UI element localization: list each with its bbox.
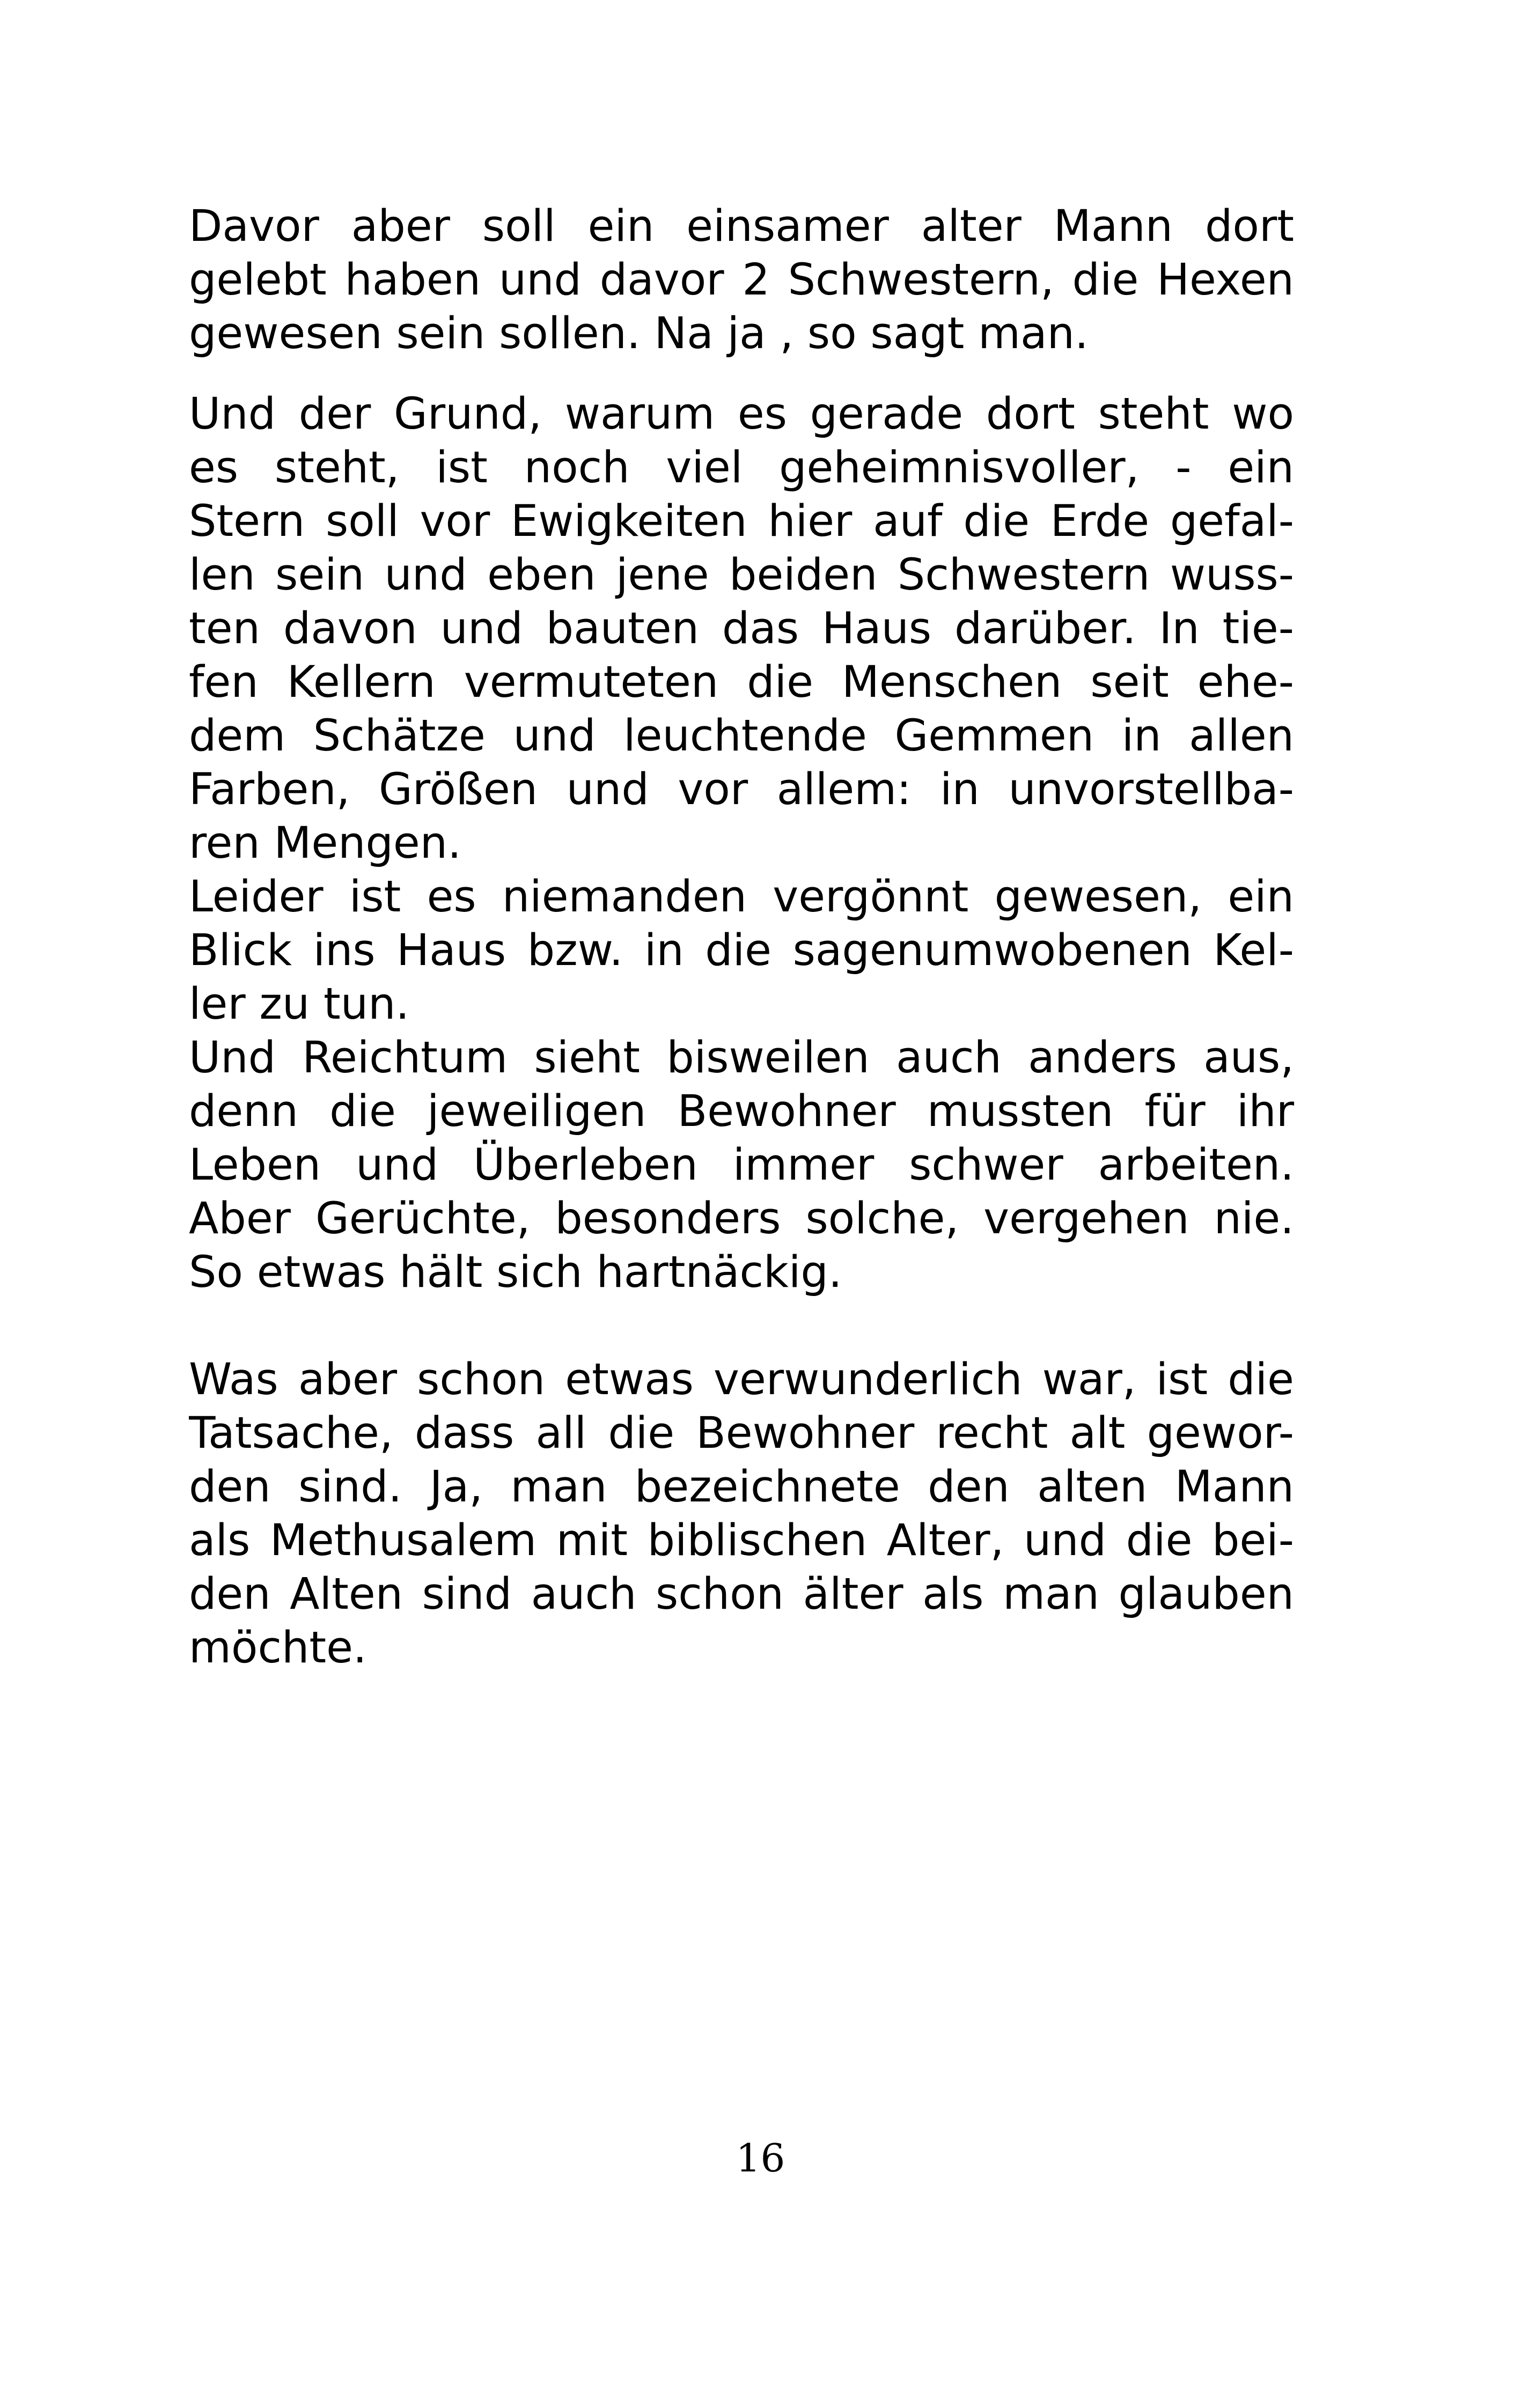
text-line: es steht, ist noch viel geheimnisvoller, - ein: [189, 443, 1294, 493]
text-line: ler zu tun.: [189, 979, 410, 1029]
text-line: fen Kellern vermuteten die Menschen seit ehe-: [189, 657, 1294, 708]
paragraph-3: [189, 870, 1294, 1031]
text-line: den Alten sind auch schon älter als man glauben: [189, 1569, 1294, 1619]
paragraph-4: [189, 1031, 1294, 1299]
text-line: len sein und eben jene beiden Schwestern wuss-: [189, 550, 1294, 600]
paragraph-spacer: [189, 360, 1294, 387]
text-line: Blick ins Haus bzw. in die sagenumwobenen Kel-: [189, 925, 1294, 976]
text-line: möchte.: [189, 1623, 367, 1673]
text-line: gewesen sein sollen. Na ja , so sagt man.: [189, 308, 1089, 359]
text-line: Und der Grund, warum es gerade dort steht wo: [189, 389, 1294, 439]
page-number: 16: [736, 2135, 785, 2181]
paragraph-1: [189, 200, 1294, 360]
text-line: ten davon und bauten das Haus darüber. In tie-: [189, 603, 1294, 654]
text-line: den sind. Ja, man bezeichnete den alten Mann: [189, 1462, 1294, 1512]
text-line: Davor aber soll ein einsamer alter Mann dort: [189, 201, 1294, 252]
paragraph-spacer: [189, 1299, 1294, 1353]
text-line: Aber Gerüchte, besonders solche, vergehen nie.: [189, 1194, 1294, 1244]
text-line: So etwas hält sich hartnäckig.: [189, 1247, 842, 1298]
text-line: als Methusalem mit biblischen Alter, und die bei-: [189, 1515, 1294, 1566]
text-line: dem Schätze und leuchtende Gemmen in allen: [189, 711, 1294, 761]
text-line: Was aber schon etwas verwunderlich war, ist die: [189, 1354, 1294, 1405]
text-line: ren Mengen.: [189, 818, 461, 868]
text-line: Leider ist es niemanden vergönnt gewesen, ein: [189, 872, 1294, 922]
text-line: Farben, Größen und vor allem: in unvorstellba-: [189, 764, 1294, 815]
paragraph-5: [189, 1353, 1294, 1675]
body-text: [189, 200, 1294, 1675]
text-line: gelebt haben und davor 2 Schwestern, die Hexen: [189, 255, 1294, 305]
paragraph-2: [189, 387, 1294, 870]
text-line: Stern soll vor Ewigkeiten hier auf die Erde gefal-: [189, 496, 1294, 547]
text-line: Tatsache, dass all die Bewohner recht alt gewor-: [189, 1408, 1294, 1459]
text-line: denn die jeweiligen Bewohner mussten für ihr: [189, 1086, 1294, 1137]
text-line: Leben und Überleben immer schwer arbeiten.: [189, 1140, 1294, 1190]
text-line: Und Reichtum sieht bisweilen auch anders aus,: [189, 1033, 1294, 1083]
